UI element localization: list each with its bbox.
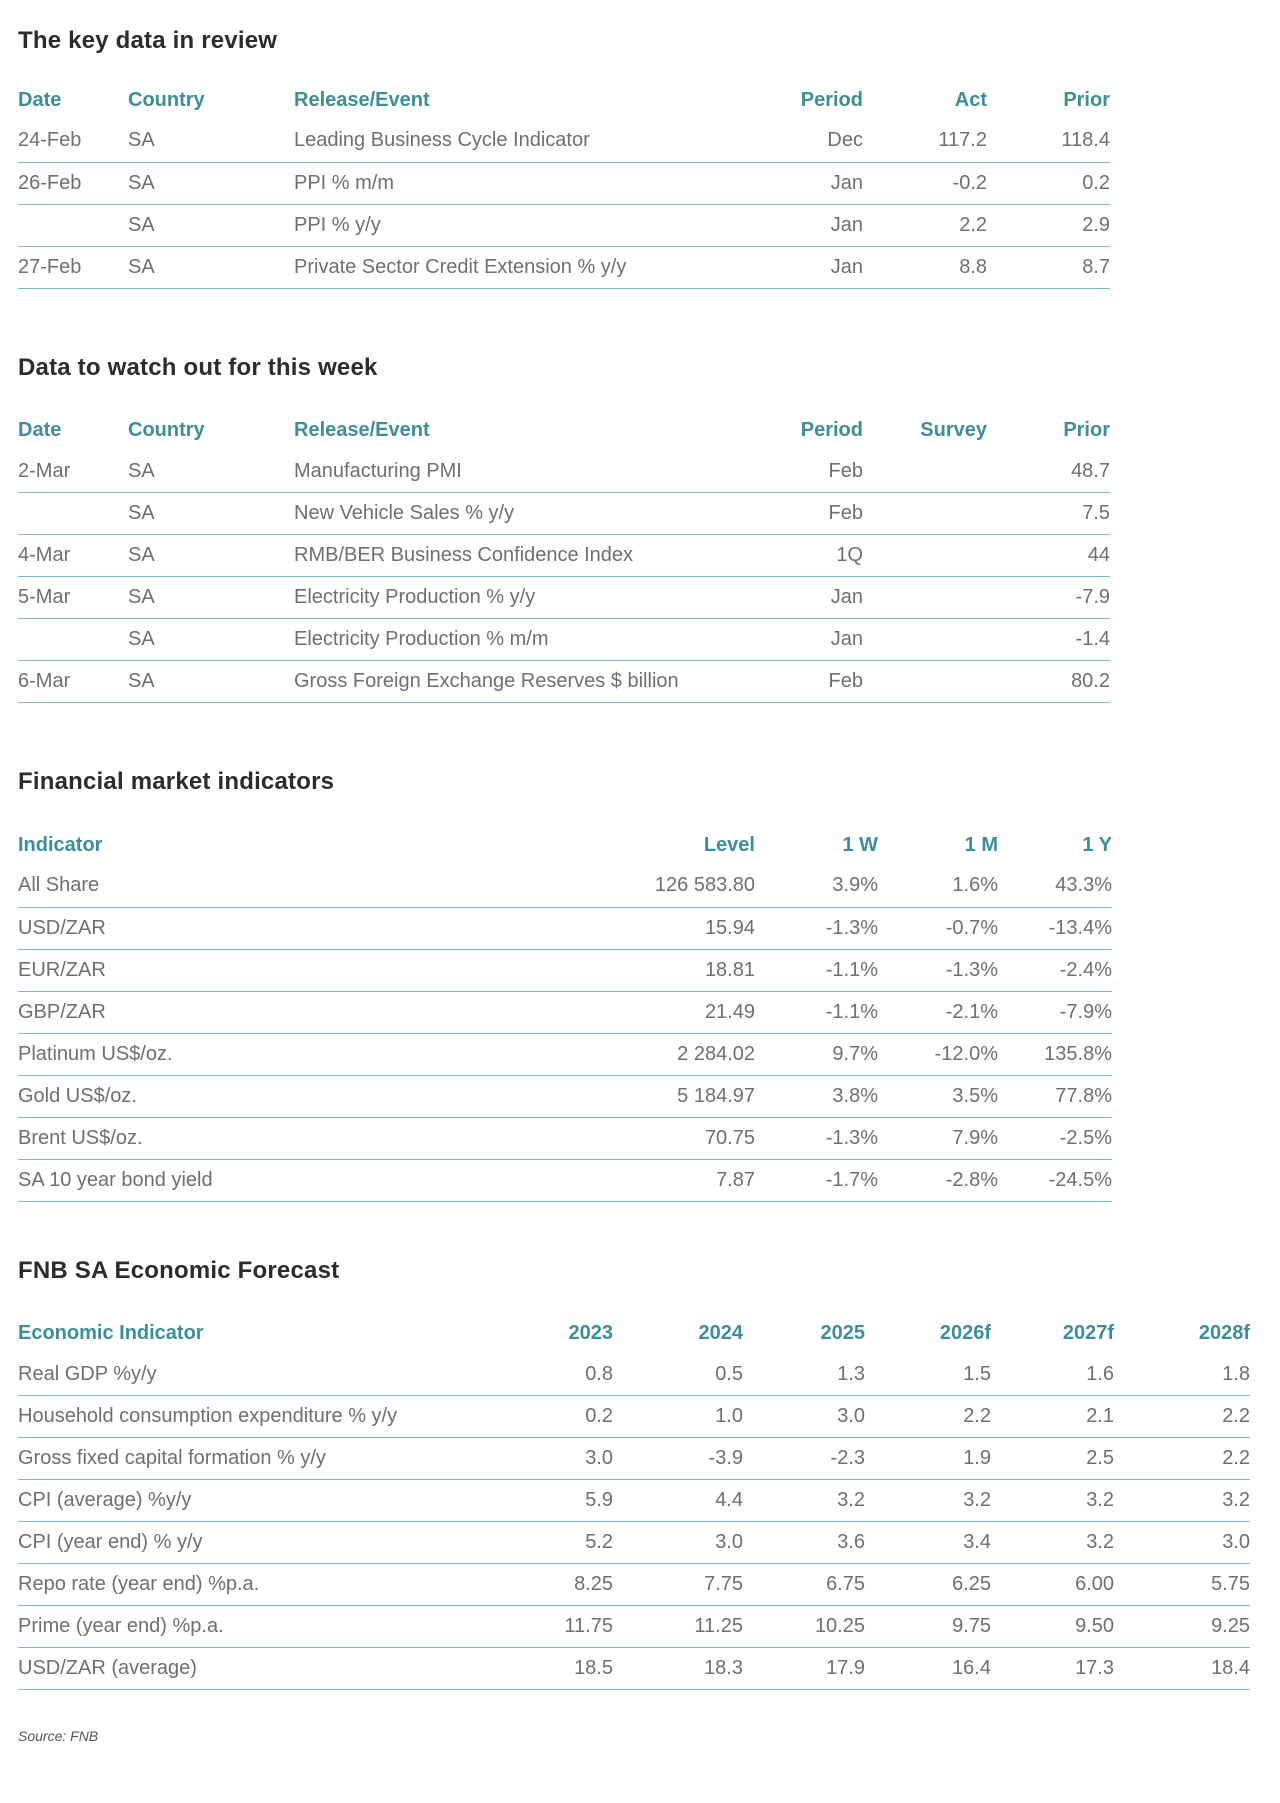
table-cell: [863, 661, 987, 703]
table-cell: Feb: [739, 493, 863, 535]
table-cell: 2 284.02: [511, 1033, 755, 1075]
table-cell: 48.7: [987, 451, 1110, 493]
table-cell: -13.4%: [998, 907, 1112, 949]
table-cell: SA: [128, 493, 294, 535]
table-cell: -1.3%: [755, 907, 878, 949]
table-cell: -2.8%: [878, 1159, 998, 1201]
report-page: [0, 27, 1280, 1803]
table-cell: 3.2: [991, 1522, 1114, 1564]
table-cell: 0.2: [448, 1396, 613, 1438]
table-cell: 2-Mar: [18, 451, 128, 493]
table-cell: 2.2: [863, 204, 987, 246]
table-header-row: [18, 825, 1112, 865]
section-data-to-watch: [18, 354, 1280, 704]
table-cell: 2.2: [1114, 1438, 1250, 1480]
table-cell: [863, 451, 987, 493]
table-header-row: [18, 411, 1110, 451]
table-cell: SA: [128, 204, 294, 246]
table-cell: -0.2: [863, 162, 987, 204]
table-cell: 3.2: [1114, 1480, 1250, 1522]
table-row: [18, 1564, 1250, 1606]
table-cell: Dec: [739, 120, 863, 162]
table-cell: 9.75: [865, 1606, 991, 1648]
table-cell: Jan: [739, 204, 863, 246]
table-cell: 3.0: [448, 1438, 613, 1480]
table-cell: 1.5: [865, 1354, 991, 1396]
table-header-row: [18, 80, 1110, 120]
table-cell: 8.25: [448, 1564, 613, 1606]
column-header: 2025: [820, 1322, 865, 1344]
section-title-key-data-review: The key data in review: [18, 27, 278, 54]
table-cell: -7.9: [987, 577, 1110, 619]
table-cell: 2.2: [865, 1396, 991, 1438]
table-cell: 18.5: [448, 1648, 613, 1690]
table-cell: 3.6: [743, 1522, 865, 1564]
section-economic-forecast: [18, 1257, 1280, 1691]
table-row: [18, 1033, 1112, 1075]
table-row: [18, 493, 1110, 535]
column-header: Date: [18, 419, 62, 441]
table-cell: All Share: [18, 865, 511, 907]
table-cell: 8.7: [987, 246, 1110, 288]
table-cell: 18.81: [511, 949, 755, 991]
table-cell: EUR/ZAR: [18, 949, 511, 991]
column-header: Level: [703, 833, 755, 856]
table-cell: 6-Mar: [18, 661, 128, 703]
section-financial-market-indicators: [18, 768, 1280, 1202]
table-cell: -2.1%: [878, 991, 998, 1033]
table-cell: Household consumption expenditure % y/y: [18, 1396, 448, 1438]
table-cell: -1.7%: [755, 1159, 878, 1201]
economic-forecast-table: [18, 1314, 1250, 1691]
table-cell: -12.0%: [878, 1033, 998, 1075]
table-row: [18, 949, 1112, 991]
table-row: [18, 1480, 1250, 1522]
table-cell: 26-Feb: [18, 162, 128, 204]
table-cell: 135.8%: [998, 1033, 1112, 1075]
table-header-row: [18, 1314, 1250, 1354]
table-cell: Gross fixed capital formation % y/y: [18, 1438, 448, 1480]
table-cell: -1.3%: [755, 1117, 878, 1159]
table-cell: 5 184.97: [511, 1075, 755, 1117]
table-cell: 1.6%: [878, 865, 998, 907]
table-cell: 43.3%: [998, 865, 1112, 907]
table-cell: -2.4%: [998, 949, 1112, 991]
table-cell: 6.75: [743, 1564, 865, 1606]
table-cell: 1.3: [743, 1354, 865, 1396]
table-cell: SA: [128, 661, 294, 703]
table-cell: Private Sector Credit Extension % y/y: [294, 246, 739, 288]
table-cell: Jan: [739, 162, 863, 204]
table-cell: SA: [128, 120, 294, 162]
table-cell: Jan: [739, 619, 863, 661]
table-cell: 11.75: [448, 1606, 613, 1648]
table-cell: Gold US$/oz.: [18, 1075, 511, 1117]
table-row: [18, 577, 1110, 619]
column-header: 2026f: [939, 1322, 991, 1344]
table-cell: 3.0: [743, 1396, 865, 1438]
table-cell: 44: [987, 535, 1110, 577]
column-header: Prior: [1063, 88, 1110, 111]
table-row: [18, 619, 1110, 661]
table-row: [18, 535, 1110, 577]
table-cell: 11.25: [613, 1606, 743, 1648]
table-cell: 2.9: [987, 204, 1110, 246]
column-header: 2024: [698, 1322, 743, 1344]
table-cell: CPI (year end) % y/y: [18, 1522, 448, 1564]
table-cell: 7.9%: [878, 1117, 998, 1159]
column-header: Economic Indicator: [18, 1322, 204, 1344]
table-cell: 4-Mar: [18, 535, 128, 577]
column-header: 1 W: [842, 833, 878, 856]
table-cell: -7.9%: [998, 991, 1112, 1033]
table-cell: 3.0: [1114, 1522, 1250, 1564]
table-cell: SA: [128, 577, 294, 619]
table-cell: 0.2: [987, 162, 1110, 204]
table-cell: SA: [128, 535, 294, 577]
table-cell: -1.1%: [755, 991, 878, 1033]
table-row: [18, 451, 1110, 493]
table-row: [18, 991, 1112, 1033]
table-cell: USD/ZAR: [18, 907, 511, 949]
table-cell: 3.5%: [878, 1075, 998, 1117]
table-cell: Leading Business Cycle Indicator: [294, 120, 739, 162]
table-cell: 17.9: [743, 1648, 865, 1690]
table-cell: 18.4: [1114, 1648, 1250, 1690]
table-cell: Brent US$/oz.: [18, 1117, 511, 1159]
table-cell: Jan: [739, 577, 863, 619]
financial-market-indicators-table: [18, 825, 1112, 1202]
table-cell: 5.9: [448, 1480, 613, 1522]
table-cell: 3.8%: [755, 1075, 878, 1117]
table-cell: SA: [128, 619, 294, 661]
table-row: [18, 1438, 1250, 1480]
table-cell: 10.25: [743, 1606, 865, 1648]
table-cell: -0.7%: [878, 907, 998, 949]
table-cell: 1Q: [739, 535, 863, 577]
table-cell: CPI (average) %y/y: [18, 1480, 448, 1522]
table-cell: Manufacturing PMI: [294, 451, 739, 493]
table-cell: 4.4: [613, 1480, 743, 1522]
table-cell: 5-Mar: [18, 577, 128, 619]
table-cell: Electricity Production % y/y: [294, 577, 739, 619]
section-key-data-review: [18, 27, 1280, 289]
table-cell: 70.75: [511, 1117, 755, 1159]
column-header: 1 M: [964, 833, 998, 856]
table-cell: 117.2: [863, 120, 987, 162]
table-cell: USD/ZAR (average): [18, 1648, 448, 1690]
column-header: 2028f: [1198, 1322, 1250, 1344]
table-cell: [863, 619, 987, 661]
table-cell: 16.4: [865, 1648, 991, 1690]
table-cell: -3.9: [613, 1438, 743, 1480]
table-cell: 9.50: [991, 1606, 1114, 1648]
column-header: Period: [800, 88, 863, 111]
column-header: Date: [18, 88, 62, 111]
table-row: [18, 865, 1112, 907]
table-cell: 3.2: [865, 1480, 991, 1522]
table-cell: 15.94: [511, 907, 755, 949]
table-row: [18, 120, 1110, 162]
table-cell: 80.2: [987, 661, 1110, 703]
data-to-watch-table: [18, 411, 1110, 704]
table-row: [18, 1075, 1112, 1117]
section-title-data-to-watch: Data to watch out for this week: [18, 353, 378, 381]
table-cell: -1.3%: [878, 949, 998, 991]
table-cell: 1.9: [865, 1438, 991, 1480]
table-cell: [18, 493, 128, 535]
table-cell: 3.9%: [755, 865, 878, 907]
section-title-economic-forecast: FNB SA Economic Forecast: [18, 1256, 340, 1284]
table-cell: PPI % m/m: [294, 162, 739, 204]
table-cell: 2.1: [991, 1396, 1114, 1438]
table-cell: [863, 535, 987, 577]
table-cell: Platinum US$/oz.: [18, 1033, 511, 1075]
table-cell: Real GDP %y/y: [18, 1354, 448, 1396]
table-cell: 1.8: [1114, 1354, 1250, 1396]
table-cell: 77.8%: [998, 1075, 1112, 1117]
column-header: Indicator: [18, 833, 103, 856]
column-header: 1 Y: [1082, 833, 1112, 856]
table-cell: RMB/BER Business Confidence Index: [294, 535, 739, 577]
table-cell: [863, 493, 987, 535]
table-row: [18, 1396, 1250, 1438]
column-header: Prior: [1063, 419, 1110, 441]
table-cell: 3.2: [743, 1480, 865, 1522]
table-cell: SA 10 year bond yield: [18, 1159, 511, 1201]
table-cell: 2.2: [1114, 1396, 1250, 1438]
table-cell: 7.5: [987, 493, 1110, 535]
column-header: Period: [800, 419, 863, 441]
table-cell: 27-Feb: [18, 246, 128, 288]
column-header: Release/Event: [294, 419, 430, 441]
table-row: [18, 1522, 1250, 1564]
table-cell: Repo rate (year end) %p.a.: [18, 1564, 448, 1606]
table-cell: Electricity Production % m/m: [294, 619, 739, 661]
table-cell: -24.5%: [998, 1159, 1112, 1201]
table-cell: Feb: [739, 661, 863, 703]
table-cell: Jan: [739, 246, 863, 288]
table-cell: [863, 577, 987, 619]
table-cell: 8.8: [863, 246, 987, 288]
table-cell: 118.4: [987, 120, 1110, 162]
table-cell: [18, 204, 128, 246]
table-row: [18, 246, 1110, 288]
table-cell: 18.3: [613, 1648, 743, 1690]
table-cell: Feb: [739, 451, 863, 493]
table-cell: 1.0: [613, 1396, 743, 1438]
table-cell: 9.25: [1114, 1606, 1250, 1648]
table-row: [18, 1354, 1250, 1396]
table-cell: 3.2: [991, 1480, 1114, 1522]
table-row: [18, 907, 1112, 949]
table-row: [18, 204, 1110, 246]
table-cell: Prime (year end) %p.a.: [18, 1606, 448, 1648]
column-header: Country: [128, 88, 205, 111]
table-cell: -2.3: [743, 1438, 865, 1480]
table-cell: -1.4: [987, 619, 1110, 661]
table-cell: SA: [128, 246, 294, 288]
column-header: Act: [954, 88, 987, 111]
table-cell: GBP/ZAR: [18, 991, 511, 1033]
table-row: [18, 661, 1110, 703]
table-cell: 7.87: [511, 1159, 755, 1201]
table-cell: 126 583.80: [511, 865, 755, 907]
table-row: [18, 162, 1110, 204]
column-header: Release/Event: [294, 88, 430, 111]
column-header: 2023: [568, 1322, 613, 1344]
source-note: Source: FNB: [18, 1728, 99, 1744]
table-cell: 0.8: [448, 1354, 613, 1396]
column-header: 2027f: [1062, 1322, 1114, 1344]
table-cell: 9.7%: [755, 1033, 878, 1075]
table-cell: -1.1%: [755, 949, 878, 991]
table-row: [18, 1648, 1250, 1690]
key-data-review-table: [18, 80, 1110, 289]
table-row: [18, 1159, 1112, 1201]
table-cell: [18, 619, 128, 661]
table-cell: 3.0: [613, 1522, 743, 1564]
table-cell: SA: [128, 451, 294, 493]
table-cell: 3.4: [865, 1522, 991, 1564]
table-cell: 21.49: [511, 991, 755, 1033]
table-cell: 1.6: [991, 1354, 1114, 1396]
section-title-financial-market-indicators: Financial market indicators: [18, 768, 335, 795]
table-cell: New Vehicle Sales % y/y: [294, 493, 739, 535]
table-cell: PPI % y/y: [294, 204, 739, 246]
table-cell: 17.3: [991, 1648, 1114, 1690]
table-row: [18, 1117, 1112, 1159]
table-cell: 5.75: [1114, 1564, 1250, 1606]
table-row: [18, 1606, 1250, 1648]
table-cell: SA: [128, 162, 294, 204]
table-cell: -2.5%: [998, 1117, 1112, 1159]
column-header: Survey: [920, 419, 987, 441]
table-cell: 24-Feb: [18, 120, 128, 162]
table-cell: 2.5: [991, 1438, 1114, 1480]
table-cell: 6.25: [865, 1564, 991, 1606]
column-header: Country: [128, 419, 205, 441]
table-cell: 5.2: [448, 1522, 613, 1564]
table-cell: 6.00: [991, 1564, 1114, 1606]
table-cell: 0.5: [613, 1354, 743, 1396]
table-cell: 7.75: [613, 1564, 743, 1606]
table-cell: Gross Foreign Exchange Reserves $ billion: [294, 661, 739, 703]
